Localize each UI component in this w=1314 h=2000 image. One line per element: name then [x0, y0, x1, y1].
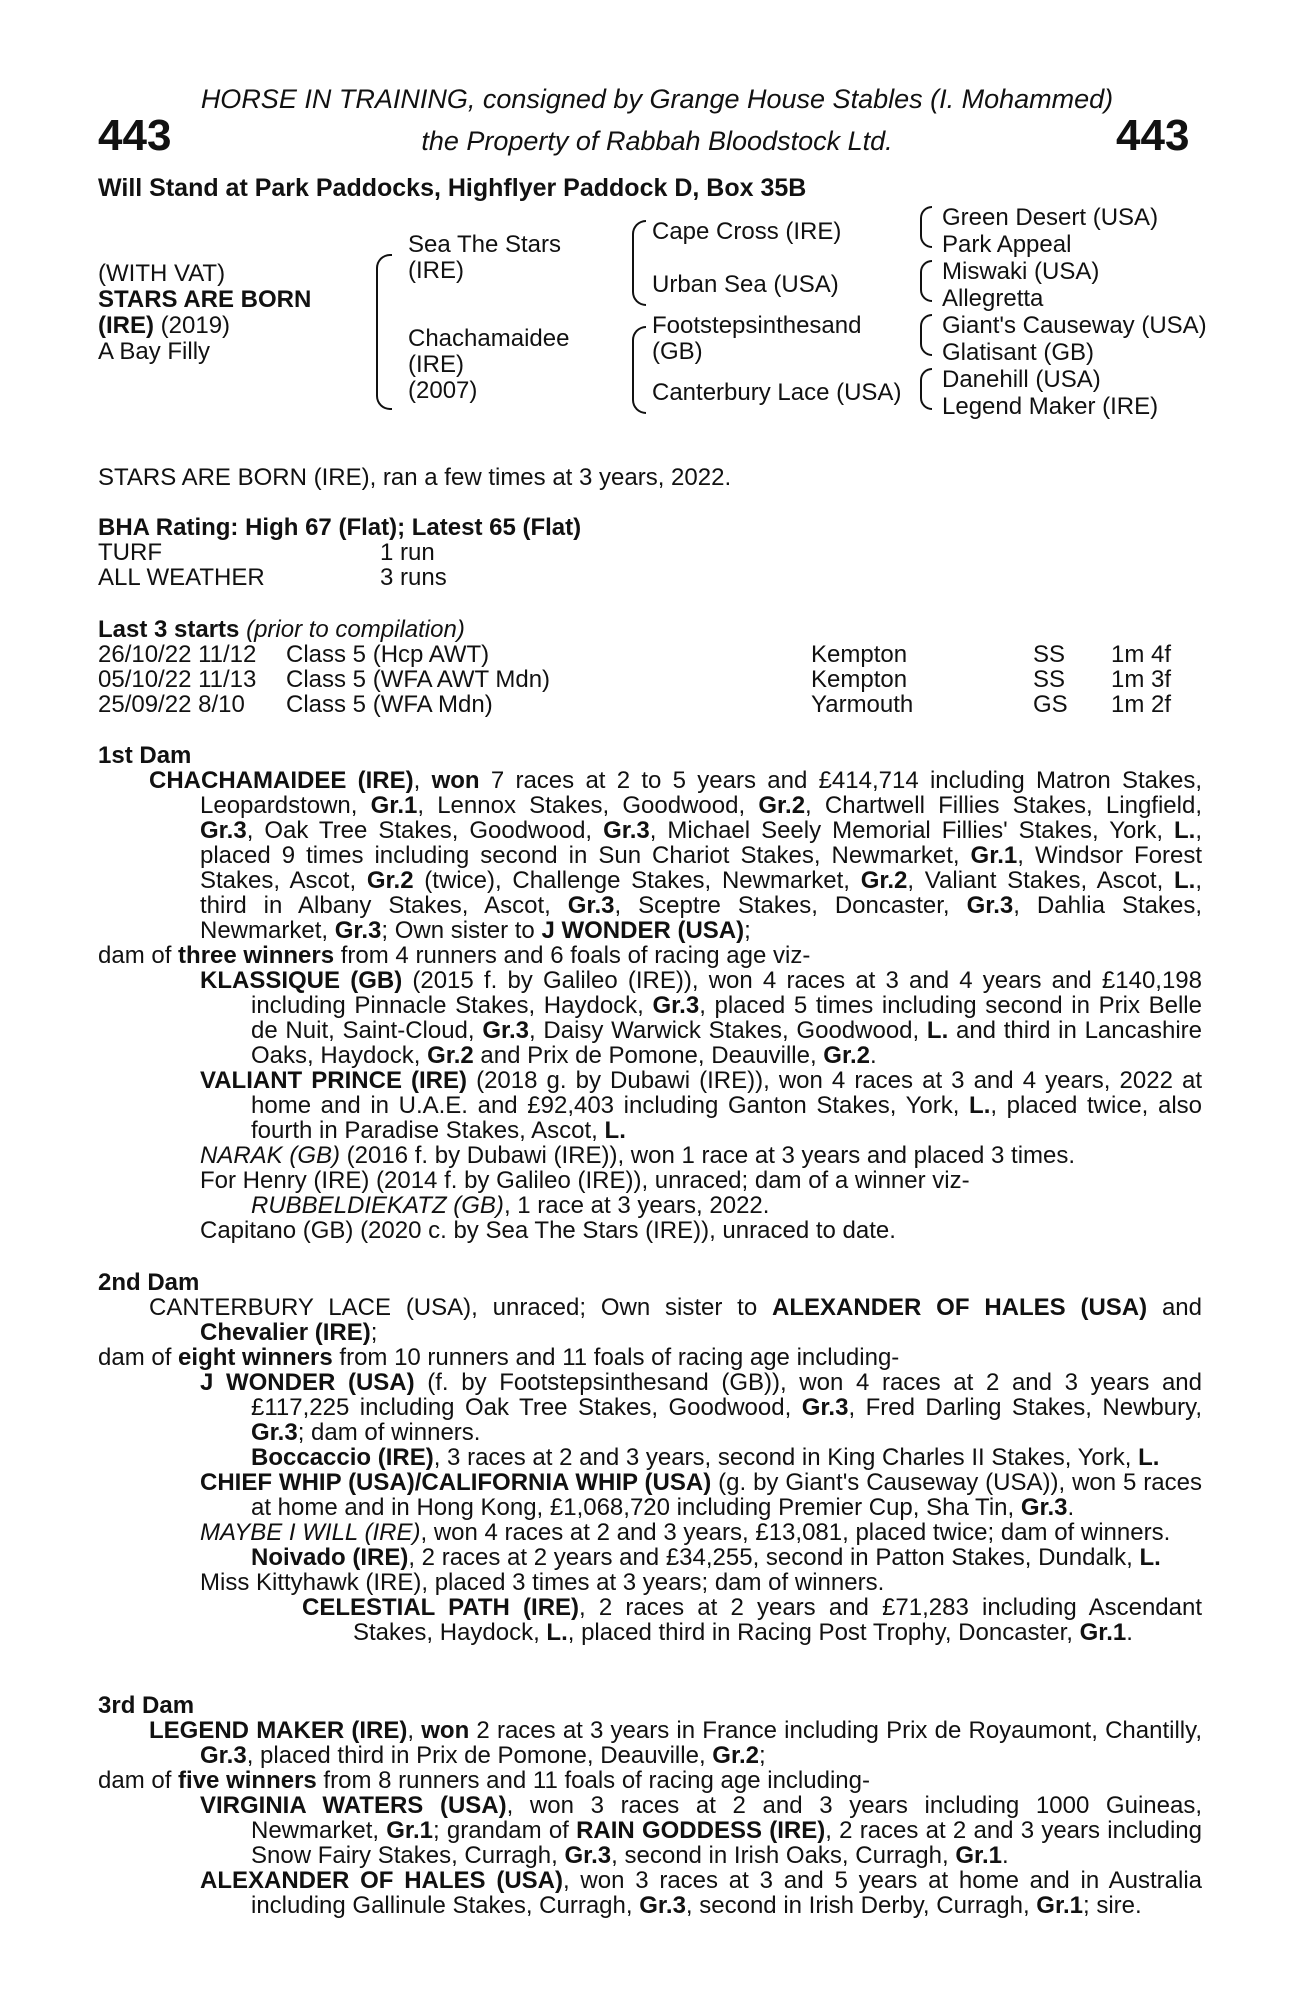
list-item: For Henry (IRE) (2014 f. by Galileo (IRE)), unraced; dam of a winner viz-: [200, 1167, 970, 1194]
list-item: CELESTIAL PATH (IRE), 2 races at 2 years and £71,283 including Ascendant Stakes, Haydock, L., placed third in Racing Post Trophy, Doncaster, Gr.1.: [302, 1594, 1203, 1646]
horse-origin: (IRE): [98, 312, 154, 339]
great-grandparents: Green Desert (USA) Park Appeal Miswaki (USA) Allegretta Giant's Causeway (USA) Glatisant (GB) Danehill (USA) Legend Maker (IRE): [942, 204, 1207, 420]
list-item: NARAK (GB) (2016 f. by Dubawi (IRE)), won 1 race at 3 years and placed 3 times.: [200, 1142, 1076, 1169]
start-row: 05/10/22 11/13 Class 5 (WFA AWT Mdn) Kempton SS 1m 3f: [98, 666, 1172, 693]
lot-number-right: 443: [1116, 111, 1190, 160]
pedigree-brace-main: [376, 254, 392, 410]
dam: Chachamaidee (IRE) (2007): [408, 325, 570, 404]
pedigree-brace-sire: [632, 220, 646, 306]
vat-note: (WITH VAT): [98, 260, 226, 287]
list-item: ALEXANDER OF HALES (USA), won 3 races at 3 and 5 years at home and in Australia including Gallinule Stakes, Curragh, Gr.3, second in Irish Derby, Curragh, Gr.1; sire.: [200, 1867, 1202, 1919]
race-summary: STARS ARE BORN (IRE), ran a few times at 3 years, 2022.: [98, 464, 732, 491]
dam-sire: Footstepsinthesand (GB): [652, 312, 862, 365]
third-dam-heading: 3rd Dam: [98, 1692, 195, 1719]
list-item: MAYBE I WILL (IRE), won 4 races at 2 and 3 years, £13,081, placed twice; dam of winners.: [200, 1519, 1171, 1546]
third-dam-section: 3rd Dam LEGEND MAKER (IRE), won 2 races at 3 years in France including Prix de Royaumont, Chantilly, Gr.3, placed third in Prix de Pomone, Deauville, Gr.2; dam of five winners from 8 runners and 11 foals of racing age including- VIRGINIA WATERS (USA), won 3 races at 2 and 3 years including 1000 Guineas, Newmarket, Gr.1; grandam of RAIN GODDESS (IRE), 2 races at 2 and 3 years including Snow Fairy Stakes, Curragh, Gr.3, second in Irish Oaks, Curragh, Gr.1. ALEXANDER OF HALES (USA), won 3 races at 3 and 5 years at home and in Australia including Gallinule Stakes, Curragh, Gr.3, second in Irish Derby, Curragh, Gr.1; sire.: [98, 1692, 1202, 1919]
stand-location: Will Stand at Park Paddocks, Highflyer Paddock D, Box 35B: [98, 174, 807, 202]
list-item: RUBBELDIEKATZ (GB), 1 race at 3 years, 2022.: [251, 1192, 770, 1219]
start-row: 26/10/22 11/12 Class 5 (Hcp AWT) Kempton SS 1m 4f: [98, 641, 1172, 668]
list-item: Boccaccio (IRE), 3 races at 2 and 3 years, second in King Charles II Stakes, York, L.: [251, 1444, 1160, 1471]
sire: Sea The Stars (IRE): [408, 231, 561, 284]
list-item: J WONDER (USA) (f. by Footstepsinthesand (GB)), won 4 races at 2 and 3 years and £117,225 including Oak Tree Stakes, Goodwood, Gr.3, Fred Darling Stakes, Newbury, Gr.3; dam of winners.: [200, 1369, 1202, 1446]
sire-dam: Urban Sea (USA): [652, 271, 839, 298]
start-row: 25/09/22 8/10 Class 5 (WFA Mdn) Yarmouth GS 1m 2f: [98, 691, 1172, 718]
lot-number-left: 443: [98, 111, 172, 160]
brace-g2: [920, 260, 932, 302]
ratings-block: BHA Rating: High 67 (Flat); Latest 65 (Flat) TURF 1 run ALL WEATHER 3 runs: [98, 514, 582, 591]
horse-year: (2019): [160, 312, 231, 339]
brace-g4: [920, 368, 932, 410]
pedigree-brace-dam: [632, 326, 646, 414]
property-line: the Property of Rabbah Bloodstock Ltd.: [421, 126, 893, 156]
bha-rating: BHA Rating: High 67 (Flat); Latest 65 (Flat): [98, 514, 582, 541]
second-dam-section: 2nd Dam CANTERBURY LACE (USA), unraced; Own sister to ALEXANDER OF HALES (USA) and Chevalier (IRE); dam of eight winners from 10 runners and 11 foals of racing age including- J WONDER (USA) (f. by Footstepsinthesand (GB)), won 4 races at 2 and 3 years and £117,225 including Oak Tree Stakes, Goodwood, Gr.3, Fred Darling Stakes, Newbury, Gr.3; dam of winners. Boccaccio (IRE), 3 races at 2 and 3 years, second in King Charles II Stakes, York, L. CHIEF WHIP (USA)/CALIFORNIA WHIP (USA) (g. by Giant's Causeway (USA)), won 5 races at home and in Hong Kong, £1,068,720 including Premier Cup, Sha Tin, Gr.3. MAYBE I WILL (IRE), won 4 races at 2 and 3 years, £13,081, placed twice; dam of winners. Noivado (IRE), 2 races at 2 years and £34,255, second in Patton Stakes, Dundalk, L. Miss Kittyhawk (IRE), placed 3 times at 3 years; dam of winners. CELESTIAL PATH (IRE), 2 races at 2 years and £71,283 including Ascendant Stakes, Haydock, L., placed third in Racing Post Trophy, Doncaster, Gr.1.: [98, 1269, 1203, 1646]
sire-sire: Cape Cross (IRE): [652, 218, 842, 245]
second-dam-heading: 2nd Dam: [98, 1269, 200, 1296]
first-dam-heading: 1st Dam: [98, 742, 192, 769]
brace-g3: [920, 314, 932, 356]
list-item: Noivado (IRE), 2 races at 2 years and £34,255, second in Patton Stakes, Dundalk, L.: [251, 1544, 1161, 1571]
list-item: Capitano (GB) (2020 c. by Sea The Stars (IRE)), unraced to date.: [200, 1217, 896, 1244]
list-item: VALIANT PRINCE (IRE) (2018 g. by Dubawi (IRE)), won 4 races at 3 and 4 years, 2022 at home and in U.A.E. and £92,403 including Ganton Stakes, York, L., placed twice, also fourth in Paradise Stakes, Ascot, L.: [200, 1067, 1202, 1144]
brace-g1: [920, 206, 932, 248]
list-item: KLASSIQUE (GB) (2015 f. by Galileo (IRE)), won 4 races at 3 and 4 years and £140,198 including Pinnacle Stakes, Haydock, Gr.3, placed 5 times including second in Prix Belle de Nuit, Saint-Cloud, Gr.3, Daisy Warwick Stakes, Goodwood, L. and third in Lancashire Oaks, Haydock, Gr.2 and Prix de Pomone, Deauville, Gr.2.: [200, 967, 1203, 1069]
dam-dam: Canterbury Lace (USA): [652, 379, 902, 406]
consignor-line: HORSE IN TRAINING, consigned by Grange House Stables (I. Mohammed): [200, 84, 1114, 114]
last-starts: Last 3 starts (prior to compilation) 26/10/22 11/12 Class 5 (Hcp AWT) Kempton SS 1m 4f 05/10/22 11/13 Class 5 (WFA AWT Mdn) Kempton SS 1m 3f 25/09/22 8/10 Class 5 (WFA Mdn) Yarmouth GS 1m 2f: [98, 616, 1172, 718]
horse-block: [98, 261, 311, 365]
list-item: CHIEF WHIP (USA)/CALIFORNIA WHIP (USA) (g. by Giant's Causeway (USA)), won 5 races at home and in Hong Kong, £1,068,720 including Premier Cup, Sha Tin, Gr.3.: [200, 1469, 1202, 1521]
list-item: VIRGINIA WATERS (USA), won 3 races at 2 and 3 years including 1000 Guineas, Newmarket, Gr.1; grandam of RAIN GODDESS (IRE), 2 races at 2 and 3 years including Snow Fairy Stakes, Curragh, Gr.3, second in Irish Oaks, Curragh, Gr.1.: [200, 1792, 1202, 1869]
horse-name: STARS ARE BORN: [98, 286, 312, 313]
first-dam-section: 1st Dam CHACHAMAIDEE (IRE), won 7 races at 2 to 5 years and £414,714 including Matron Stakes, Leopardstown, Gr.1, Lennox Stakes, Goodwood, Gr.2, Chartwell Fillies Stakes, Lingfield, Gr.3, Oak Tree Stakes, Goodwood, Gr.3, Michael Seely Memorial Fillies' Stakes, York, L., placed 9 times including second in Sun Chariot Stakes, Newmarket, Gr.1, Windsor Forest Stakes, Ascot, Gr.2 (twice), Challenge Stakes, Newmarket, Gr.2, Valiant Stakes, Ascot, L., third in Albany Stakes, Ascot, Gr.3, Sceptre Stakes, Doncaster, Gr.3, Dahlia Stakes, Newmarket, Gr.3; Own sister to J WONDER (USA); dam of three winners from 4 runners and 6 foals of racing age viz- KLASSIQUE (GB) (2015 f. by Galileo (IRE)), won 4 races at 3 and 4 years and £140,198 including Pinnacle Stakes, Haydock, Gr.3, placed 5 times including second in Prix Belle de Nuit, Saint-Cloud, Gr.3, Daisy Warwick Stakes, Goodwood, L. and third in Lancashire Oaks, Haydock, Gr.2 and Prix de Pomone, Deauville, Gr.2. VALIANT PRINCE (IRE) (2018 g. by Dubawi (IRE)), won 4 races at 3 and 4 years, 2022 at home and in U.A.E. and £92,403 including Ganton Stakes, York, L., placed twice, also fourth in Paradise Stakes, Ascot, L. NARAK (GB) (2016 f. by Dubawi (IRE)), won 1 race at 3 years and placed 3 times. For Henry (IRE) (2014 f. by Galileo (IRE)), unraced; dam of a winner viz- RUBBELDIEKATZ (GB), 1 race at 3 years, 2022. Capitano (GB) (2020 c. by Sea The Stars (IRE)), unraced to date.: [98, 742, 1203, 1244]
list-item: Miss Kittyhawk (IRE), placed 3 times at 3 years; dam of winners.: [200, 1569, 885, 1596]
horse-description: A Bay Filly: [98, 338, 211, 365]
dam-record: CHACHAMAIDEE (IRE), won 7 races at 2 to 5 years and £414,714 including Matron Stakes, Leopardstown, Gr.1, Lennox Stakes, Goodwood, Gr.2, Chartwell Fillies Stakes, Lingfield, Gr.3, Oak Tree Stakes, Goodwood, Gr.3, Michael Seely Memorial Fillies' Stakes, York, L., placed 9 times including second in Sun Chariot Stakes, Newmarket, Gr.1, Windsor Forest Stakes, Ascot, Gr.2 (twice), Challenge Stakes, Newmarket, Gr.2, Valiant Stakes, Ascot, L., third in Albany Stakes, Ascot, Gr.3, Sceptre Stakes, Doncaster, Gr.3, Dahlia Stakes, Newmarket, Gr.3; Own sister to J WONDER (USA);: [149, 767, 1202, 944]
